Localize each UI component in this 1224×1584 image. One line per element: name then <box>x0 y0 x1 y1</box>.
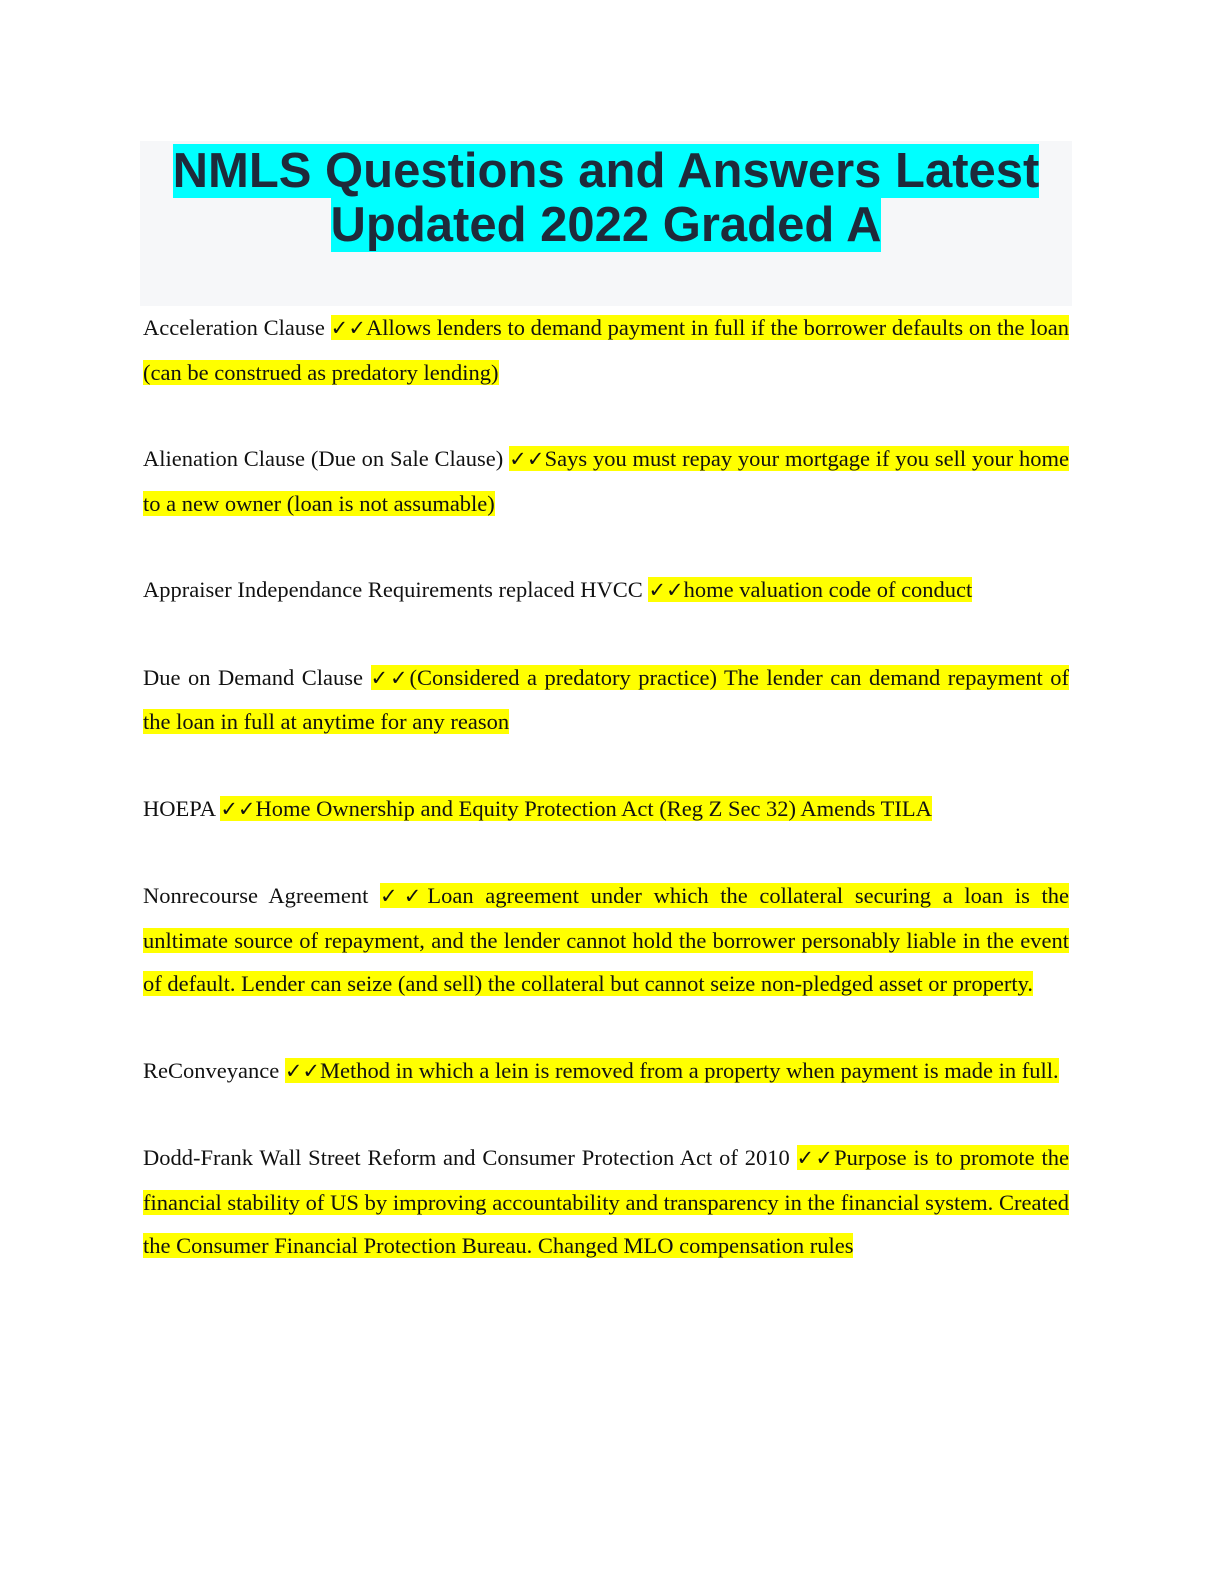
answer-text: Purpose is to promote the financial stability of US by improving accountability and transparency in the financial system. Created the Consumer Financial Protection Bureau. Changed MLO compensation rules <box>143 1145 1069 1258</box>
answer-text: Allows lenders to demand payment in full if the borrower defaults on the loan (can be construed as predatory lending) <box>143 315 1069 385</box>
term: ReConveyance <box>143 1057 280 1083</box>
qa-entry-alienation-clause <box>143 437 1069 525</box>
qa-entry-appraiser-independance <box>143 568 1069 613</box>
answer-highlight <box>648 577 972 602</box>
qa-list <box>143 306 1069 1311</box>
term: Alienation Clause (Due on Sale Clause) <box>143 446 504 471</box>
qa-entry-acceleration-clause <box>143 306 1069 394</box>
answer-text: Says you must repay your mortgage if you sell your home to a new owner (loan is not assumable) <box>143 446 1069 516</box>
page-title-line-2: Updated 2022 Graded A <box>330 198 882 252</box>
answer-highlight <box>220 796 932 821</box>
page-title-line-1: NMLS Questions and Answers Latest <box>172 144 1040 198</box>
qa-entry-due-on-demand <box>143 656 1069 744</box>
qa-entry-nonrecourse-agreement <box>143 874 1069 1006</box>
term: Nonrecourse Agreement <box>143 883 369 908</box>
double-check-icon: ✓✓ <box>796 1146 835 1170</box>
double-check-icon: ✓✓ <box>380 884 428 908</box>
qa-entry-reconveyance <box>143 1049 1069 1094</box>
answer-text: (Considered a predatory practice) The lender can demand repayment of the loan in full at anytime for any reason <box>143 664 1069 734</box>
term: Due on Demand Clause <box>143 664 364 690</box>
double-check-icon: ✓✓ <box>330 316 367 340</box>
page-title <box>140 144 1072 252</box>
answer-highlight <box>285 1058 1059 1083</box>
answer-text: home valuation code of conduct <box>683 577 973 602</box>
double-check-icon: ✓✓ <box>220 796 256 821</box>
term: HOEPA <box>143 795 215 821</box>
qa-entry-hoepa <box>143 787 1069 832</box>
term: Acceleration Clause <box>143 315 325 340</box>
double-check-icon: ✓✓ <box>284 1058 321 1083</box>
qa-entry-dodd-frank <box>143 1136 1069 1268</box>
term: Dodd-Frank Wall Street Reform and Consumer Protection Act of 2010 <box>143 1145 790 1170</box>
answer-text: Loan agreement under which the collateral securing a loan is the unltimate source of repayment, and the lender cannot hold the borrower personably liable in the event of default. Lender can seize (and sell) the collateral but cannot seize non-pledged asset or property. <box>143 883 1070 996</box>
double-check-icon: ✓✓ <box>509 447 545 471</box>
double-check-icon: ✓✓ <box>648 578 684 602</box>
answer-text: Method in which a lein is removed from a property when payment is made in full. <box>320 1057 1059 1083</box>
term: Appraiser Independance Requirements replaced HVCC <box>143 577 643 602</box>
title-banner <box>140 141 1072 306</box>
answer-text: Home Ownership and Equity Protection Act (Reg Z Sec 32) Amends TILA <box>255 795 932 821</box>
double-check-icon: ✓✓ <box>370 665 410 690</box>
